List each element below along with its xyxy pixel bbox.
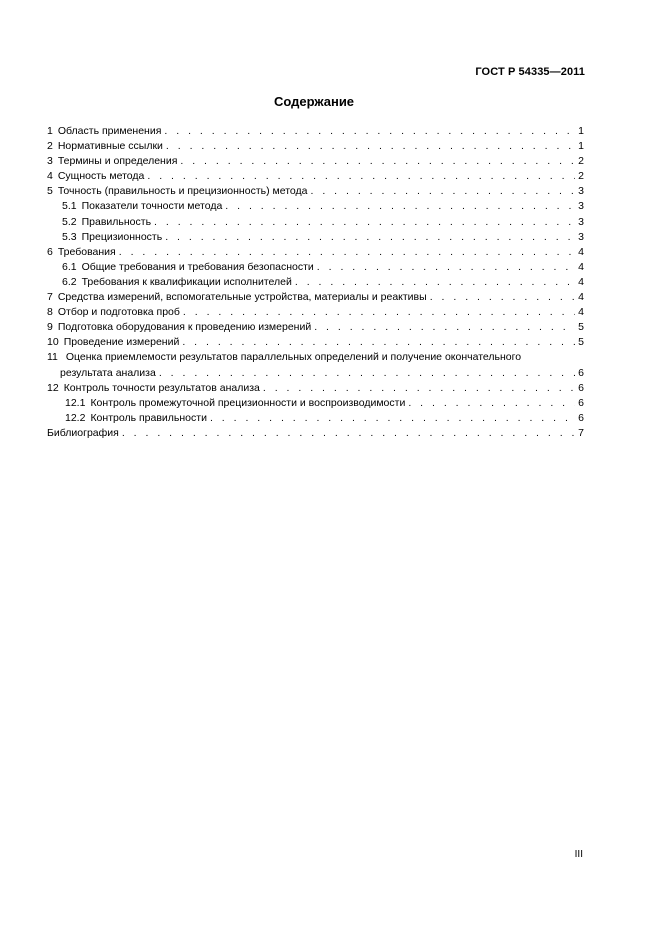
toc-entry[interactable]	[47, 320, 584, 335]
toc-entry-page: 6	[578, 381, 584, 394]
toc-leader-dots	[210, 411, 575, 426]
toc-entry-label: Термины и определения	[57, 155, 178, 168]
table-of-contents	[47, 124, 584, 441]
toc-entry-number: 4	[47, 170, 53, 183]
toc-leader-dots	[119, 245, 575, 260]
toc-entry-page: 3	[578, 215, 584, 228]
toc-entry-page: 1	[578, 140, 584, 153]
toc-entry-label: Контроль правильности	[90, 411, 207, 424]
toc-entry-label: Оценка приемлемости результатов параллельных определений и получение окончательного	[65, 351, 522, 364]
toc-leader-dots	[122, 426, 575, 441]
toc-entry-page: 2	[578, 170, 584, 183]
toc-subentry[interactable]	[47, 199, 584, 214]
toc-entry-page: 4	[578, 291, 584, 304]
toc-entry-number: 12.1	[65, 396, 86, 409]
toc-entry-first-line	[47, 350, 584, 365]
toc-leader-dots	[430, 290, 575, 305]
toc-entry-label: Отбор и подготовка проб	[57, 306, 180, 319]
toc-entry-number: 3	[47, 155, 53, 168]
toc-entry[interactable]	[47, 184, 584, 199]
toc-leader-dots	[225, 199, 575, 214]
toc-leader-dots	[295, 275, 575, 290]
toc-entry-page: 2	[578, 155, 584, 168]
toc-entry-number: 2	[47, 140, 53, 153]
toc-entry-label: Проведение измерений	[63, 336, 180, 349]
toc-entry-label-continuation: результата анализа	[60, 366, 156, 379]
toc-entry[interactable]	[47, 169, 584, 184]
toc-entry-label: Показатели точности метода	[81, 200, 223, 213]
toc-entry-label: Сущность метода	[57, 170, 145, 183]
toc-entry-label: Прецизионность	[81, 230, 163, 243]
toc-entry-page: 7	[578, 426, 584, 439]
toc-entry-page: 6	[578, 396, 584, 409]
toc-entry-label: Точность (правильность и прецизионность) метода	[57, 185, 308, 198]
toc-entry-page: 4	[578, 306, 584, 319]
toc-entry-label: Правильность	[81, 215, 152, 228]
toc-entry-number: 5.3	[62, 230, 77, 243]
toc-entry-page: 3	[578, 230, 584, 243]
toc-leader-dots	[147, 169, 575, 184]
toc-entry-label: Требования	[57, 245, 116, 258]
toc-entry-label: Контроль промежуточной прецизионности и воспроизводимости	[90, 396, 406, 409]
toc-subentry[interactable]	[47, 411, 584, 426]
toc-entry[interactable]	[47, 139, 584, 154]
toc-entry-number: 5.2	[62, 215, 77, 228]
toc-entry-number: 12.2	[65, 411, 86, 424]
toc-entry-continuation	[47, 366, 584, 381]
toc-entry-number: 6.1	[62, 260, 77, 273]
toc-leader-dots	[311, 184, 576, 199]
toc-entry-number: 8	[47, 306, 53, 319]
toc-entry-number: 12	[47, 381, 59, 394]
toc-subentry[interactable]	[47, 215, 584, 230]
toc-entry-page: 1	[578, 125, 584, 137]
toc-leader-dots	[182, 335, 575, 350]
toc-subentry[interactable]	[47, 260, 584, 275]
toc-entry-number: 5	[47, 185, 53, 198]
toc-leader-dots	[314, 320, 575, 335]
toc-entry-number: 7	[47, 291, 53, 304]
toc-entry-label: Общие требования и требования безопасности	[81, 260, 314, 273]
toc-leader-dots	[317, 260, 575, 275]
toc-entry-label: Контроль точности результатов анализа	[63, 381, 260, 394]
toc-entry-number: 9	[47, 321, 53, 334]
toc-entry-page: 5	[578, 321, 584, 334]
toc-leader-dots	[183, 305, 575, 320]
toc-entry-page: 4	[578, 245, 584, 258]
toc-entry[interactable]	[47, 305, 584, 320]
toc-entry-page: 4	[578, 275, 584, 288]
toc-entry-number: 10	[47, 336, 59, 349]
toc-entry-label: Библиография	[47, 426, 119, 439]
toc-entry-label: Нормативные ссылки	[57, 140, 163, 153]
toc-subentry[interactable]	[47, 396, 584, 411]
toc-entry-number: 11	[47, 351, 58, 364]
toc-entry-label: Область применения	[57, 125, 162, 137]
toc-title: Содержание	[273, 94, 355, 109]
toc-entry-page: 6	[578, 366, 584, 379]
toc-leader-dots	[164, 124, 575, 139]
toc-leader-dots	[408, 396, 575, 411]
toc-entry[interactable]	[47, 154, 584, 169]
toc-leader-dots	[165, 230, 575, 245]
toc-leader-dots	[263, 381, 575, 396]
toc-subentry[interactable]	[47, 230, 584, 245]
toc-entry-bibliography[interactable]	[47, 426, 584, 441]
toc-leader-dots	[180, 154, 575, 169]
toc-entry-label: Подготовка оборудования к проведению измерений	[57, 321, 312, 334]
toc-entry-page: 6	[578, 411, 584, 424]
toc-entry-label: Средства измерений, вспомогательные устройства, материалы и реактивы	[57, 291, 427, 304]
toc-entry-number: 6.2	[62, 275, 77, 288]
toc-entry[interactable]	[47, 381, 584, 396]
toc-entry[interactable]	[47, 335, 584, 350]
toc-leader-dots	[159, 366, 575, 381]
toc-entry[interactable]	[47, 350, 584, 380]
toc-entry-page: 3	[578, 200, 584, 213]
toc-entry-number: 5.1	[62, 200, 77, 213]
page-number: III	[574, 849, 583, 860]
toc-leader-dots	[166, 139, 575, 154]
toc-entry[interactable]	[47, 124, 584, 139]
toc-entry-page: 3	[578, 185, 584, 198]
toc-leader-dots	[154, 215, 575, 230]
document-code: ГОСТ Р 54335—2011	[475, 66, 585, 78]
toc-entry[interactable]	[47, 290, 584, 305]
toc-entry-page: 4	[578, 260, 584, 273]
toc-entry-label: Требования к квалификации исполнителей	[81, 275, 292, 288]
toc-entry-number: 1	[47, 125, 53, 137]
toc-entry[interactable]	[47, 245, 584, 260]
toc-entry-number: 6	[47, 245, 53, 258]
toc-subentry[interactable]	[47, 275, 584, 290]
toc-entry-page: 5	[578, 336, 584, 349]
